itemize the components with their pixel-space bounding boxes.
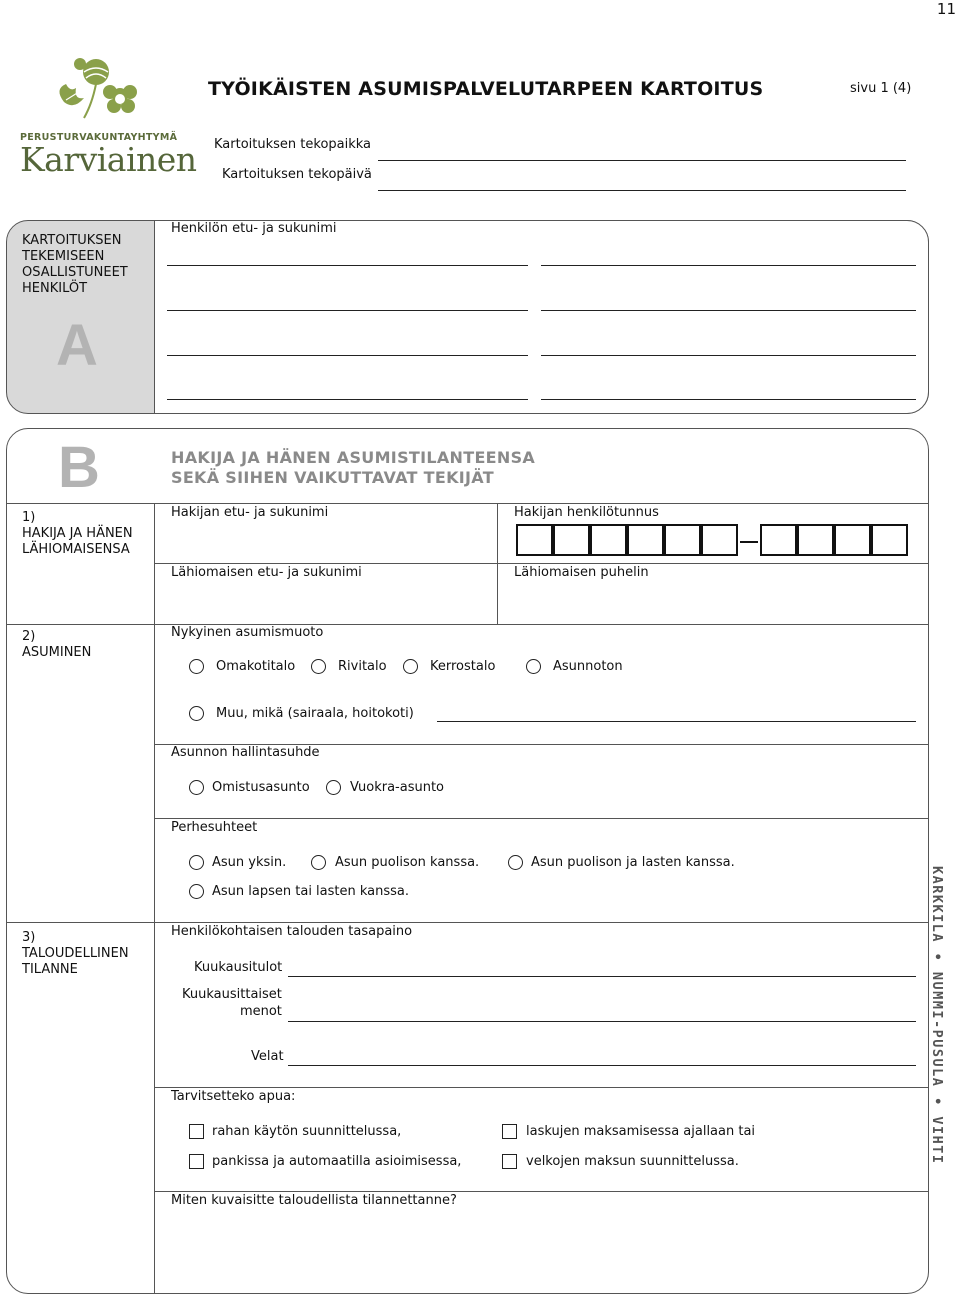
debts-field[interactable] bbox=[288, 1065, 916, 1066]
option-label: Omakotitalo bbox=[216, 659, 296, 674]
section-a-letter: A bbox=[56, 313, 98, 378]
describe-label: Miten kuvaisitte taloudellista tilannettanne? bbox=[171, 1193, 457, 1208]
form-title: TYÖIKÄISTEN ASUMISPALVELUTARPEEN KARTOITUS bbox=[208, 78, 764, 100]
municipalities-side-text: KARKKILA • NUMMI-PUSULA • VIHTI bbox=[929, 866, 945, 1165]
expenses-label-line: Kuukausittaiset bbox=[182, 987, 282, 1002]
radio-asunnoton[interactable] bbox=[526, 659, 541, 674]
participant-name-field[interactable] bbox=[167, 310, 528, 311]
divider bbox=[154, 1191, 929, 1192]
radio-asun-yksin[interactable] bbox=[189, 855, 204, 870]
option-label: Vuokra-asunto bbox=[350, 780, 445, 795]
option-label: Kerrostalo bbox=[430, 659, 496, 674]
radio-kerrostalo[interactable] bbox=[403, 659, 418, 674]
option-label: Asunnoton bbox=[553, 659, 623, 674]
checkbox-velkojen-maksu[interactable] bbox=[502, 1154, 517, 1169]
part3-title bbox=[22, 930, 129, 978]
expenses-label-line: menot bbox=[239, 1004, 282, 1019]
id-digit-box[interactable] bbox=[553, 524, 590, 556]
page-number: 11 bbox=[936, 0, 956, 18]
option-label: Asun lapsen tai lasten kanssa. bbox=[212, 884, 410, 899]
participant-name-field[interactable] bbox=[167, 265, 528, 266]
id-digit-box[interactable] bbox=[760, 524, 797, 556]
option-label: Rivitalo bbox=[338, 659, 387, 674]
id-digit-box[interactable] bbox=[834, 524, 871, 556]
participant-name-field[interactable] bbox=[541, 399, 916, 400]
part3-num: 3) bbox=[22, 930, 36, 945]
id-digit-box[interactable] bbox=[664, 524, 701, 556]
applicant-id-label: Hakijan henkilötunnus bbox=[514, 505, 659, 520]
participant-name-field[interactable] bbox=[541, 265, 916, 266]
option-label: Omistusasunto bbox=[212, 780, 310, 795]
place-label: Kartoituksen tekopaikka bbox=[214, 137, 372, 152]
option-label: Asun puolison kanssa. bbox=[335, 855, 480, 870]
divider bbox=[6, 503, 929, 504]
balance-label: Henkilökohtaisen talouden tasapaino bbox=[171, 924, 413, 939]
logo-org-line: PERUSTURVAKUNTAYHTYMÄ bbox=[20, 132, 178, 143]
participant-name-field[interactable] bbox=[541, 310, 916, 311]
page-indicator: sivu 1 (4) bbox=[850, 81, 912, 96]
divider bbox=[6, 624, 929, 625]
describe-textarea[interactable] bbox=[160, 1212, 920, 1288]
option-label: rahan käytön suunnittelussa, bbox=[212, 1124, 402, 1139]
section-b-heading-line: HAKIJA JA HÄNEN ASUMISTILANTEENSA bbox=[171, 448, 536, 467]
checkbox-pankki-asiointi[interactable] bbox=[189, 1154, 204, 1169]
debts-label: Velat bbox=[251, 1049, 284, 1064]
id-digit-box[interactable] bbox=[797, 524, 834, 556]
part3-title-line: TALOUDELLINEN bbox=[22, 946, 129, 961]
place-field[interactable] bbox=[378, 160, 906, 161]
part1-title-line: HAKIJA JA HÄNEN bbox=[22, 526, 133, 541]
applicant-name-label: Hakijan etu- ja sukunimi bbox=[171, 505, 329, 520]
id-digit-box[interactable] bbox=[590, 524, 627, 556]
help-label: Tarvitsetteko apua: bbox=[171, 1089, 296, 1104]
part1-num: 1) bbox=[22, 510, 36, 525]
relative-name-label: Lähiomaisen etu- ja sukunimi bbox=[171, 565, 362, 580]
part3-title-line: TILANNE bbox=[22, 962, 78, 977]
part1-title bbox=[22, 510, 133, 558]
gooseberry-logo-icon bbox=[44, 54, 154, 134]
radio-omistusasunto[interactable] bbox=[189, 780, 204, 795]
income-field[interactable] bbox=[288, 976, 916, 977]
participant-name-field[interactable] bbox=[167, 399, 528, 400]
section-a-title-line: TEKEMISEEN bbox=[22, 249, 105, 264]
checkbox-laskujen-maksaminen[interactable] bbox=[502, 1124, 517, 1139]
logo-name: Karviainen bbox=[20, 140, 197, 179]
radio-vuokra-asunto[interactable] bbox=[326, 780, 341, 795]
participant-name-field[interactable] bbox=[167, 355, 528, 356]
family-label: Perhesuhteet bbox=[171, 820, 258, 835]
section-a-title-line: OSALLISTUNEET bbox=[22, 265, 128, 280]
radio-puolison-ja-lasten[interactable] bbox=[508, 855, 523, 870]
id-digit-box[interactable] bbox=[871, 524, 908, 556]
checkbox-rahan-kaytto[interactable] bbox=[189, 1124, 204, 1139]
option-label: velkojen maksun suunnittelussa. bbox=[526, 1154, 739, 1169]
expenses-label bbox=[182, 986, 282, 1020]
id-digit-box[interactable] bbox=[516, 524, 553, 556]
person-name-label: Henkilön etu- ja sukunimi bbox=[171, 221, 337, 236]
part2-title bbox=[22, 629, 91, 661]
section-b-letter: B bbox=[58, 435, 100, 500]
radio-lapsen-kanssa[interactable] bbox=[189, 884, 204, 899]
radio-omakotitalo[interactable] bbox=[189, 659, 204, 674]
divider bbox=[154, 818, 929, 819]
option-label: Muu, mikä (sairaala, hoitokoti) bbox=[216, 706, 414, 721]
radio-rivitalo[interactable] bbox=[311, 659, 326, 674]
section-a-title bbox=[22, 233, 128, 297]
logo bbox=[44, 54, 154, 134]
id-separator bbox=[740, 541, 758, 543]
participant-name-field[interactable] bbox=[541, 355, 916, 356]
divider bbox=[154, 563, 929, 564]
part2-title-text: ASUMINEN bbox=[22, 645, 92, 660]
section-b-heading bbox=[171, 448, 535, 488]
part1-title-line: LÄHIOMAISENSA bbox=[22, 542, 130, 557]
option-label: laskujen maksamisessa ajallaan tai bbox=[526, 1124, 756, 1139]
part2-num: 2) bbox=[22, 629, 36, 644]
option-label: Asun puolison ja lasten kanssa. bbox=[531, 855, 735, 870]
id-digit-box[interactable] bbox=[627, 524, 664, 556]
section-b-heading-line: SEKÄ SIIHEN VAIKUTTAVAT TEKIJÄT bbox=[171, 468, 494, 487]
divider bbox=[154, 503, 155, 1294]
relative-phone-label: Lähiomaisen puhelin bbox=[514, 565, 649, 580]
radio-muu[interactable] bbox=[189, 706, 204, 721]
section-a-title-line: HENKILÖT bbox=[22, 281, 88, 296]
date-field[interactable] bbox=[378, 190, 906, 191]
date-label: Kartoituksen tekopäivä bbox=[222, 167, 372, 182]
section-a-title-line: KARTOITUKSEN bbox=[22, 233, 122, 248]
divider bbox=[6, 922, 929, 923]
id-digit-box[interactable] bbox=[701, 524, 738, 556]
housing-type-label: Nykyinen asumismuoto bbox=[171, 625, 324, 640]
tenure-label: Asunnon hallintasuhde bbox=[171, 745, 320, 760]
divider bbox=[154, 1087, 929, 1088]
income-label: Kuukausitulot bbox=[194, 960, 283, 975]
radio-puolison-kanssa[interactable] bbox=[311, 855, 326, 870]
expenses-field[interactable] bbox=[288, 1021, 916, 1022]
section-a-fields bbox=[154, 220, 929, 414]
housing-other-field[interactable] bbox=[437, 721, 916, 722]
option-label: pankissa ja automaatilla asioimisessa, bbox=[212, 1154, 462, 1169]
option-label: Asun yksin. bbox=[212, 855, 287, 870]
